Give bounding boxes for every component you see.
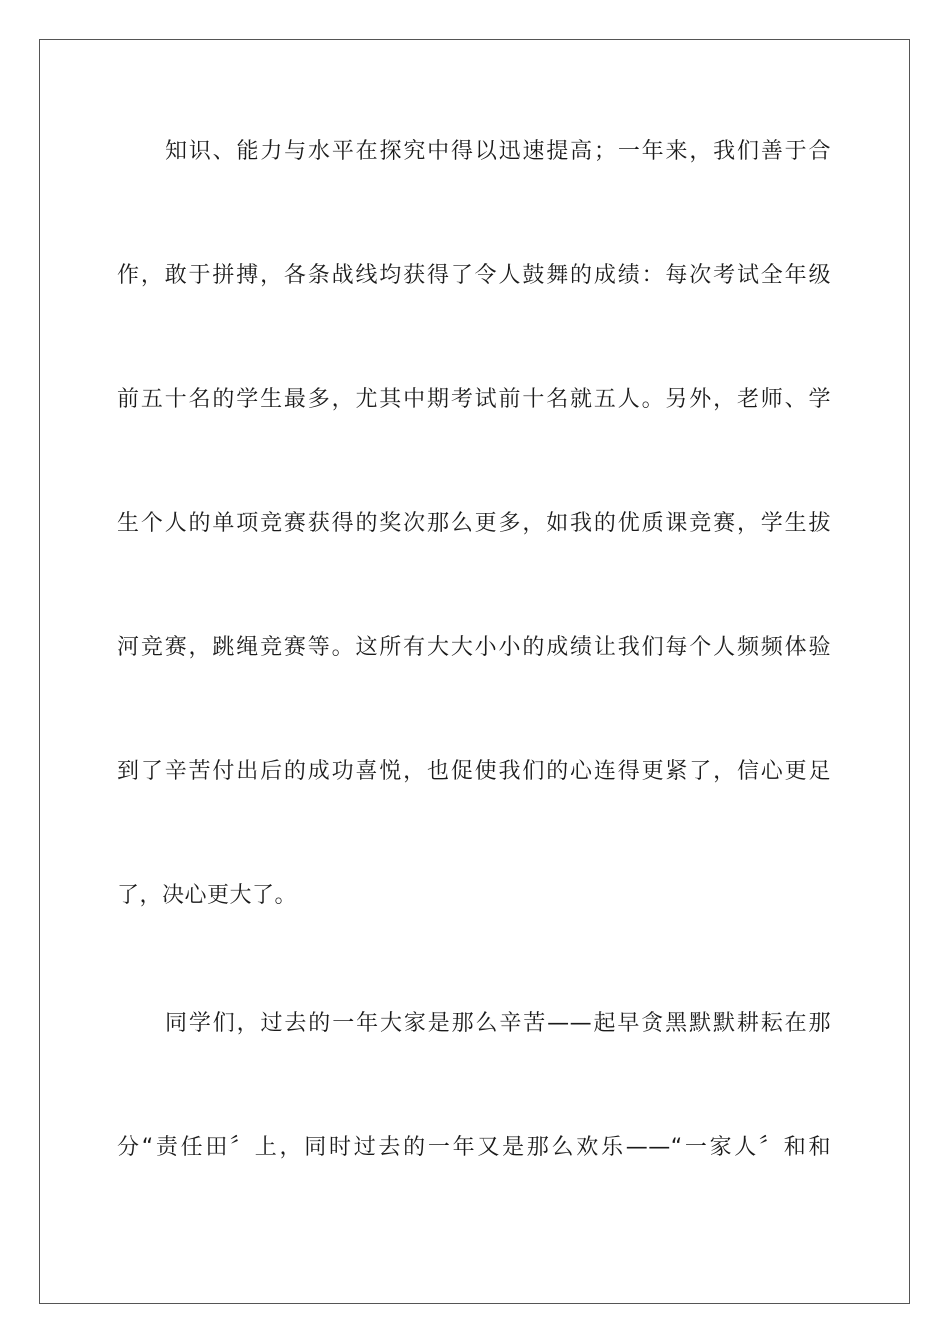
paragraph-line: 了，决心更大了。 — [117, 883, 298, 908]
paragraph-line: 河竞赛，跳绳竞赛等。这所有大大小小的成绩让我们每个人频频体验 — [117, 635, 831, 660]
paragraph-line: 知识、能力与水平在探究中得以迅速提高；一年来，我们善于合 — [165, 139, 831, 164]
page-border — [39, 39, 910, 1304]
paragraph-line: 前五十名的学生最多，尤其中期考试前十名就五人。另外，老师、学 — [117, 387, 831, 412]
paragraph-line: 生个人的单项竞赛获得的奖次那么更多，如我的优质课竞赛，学生拔 — [117, 511, 831, 536]
paragraph-line: 作，敢于拼搏，各条战线均获得了令人鼓舞的成绩：每次考试全年级 — [117, 263, 831, 288]
paragraph-line: 到了辛苦付出后的成功喜悦，也促使我们的心连得更紧了，信心更足 — [117, 759, 831, 784]
paragraph-line: 同学们，过去的一年大家是那么辛苦——起早贪黑默默耕耘在那 — [165, 1011, 831, 1036]
paragraph-line: 分“责任田〞上，同时过去的一年又是那么欢乐——“一家人〞和和 — [117, 1135, 831, 1160]
